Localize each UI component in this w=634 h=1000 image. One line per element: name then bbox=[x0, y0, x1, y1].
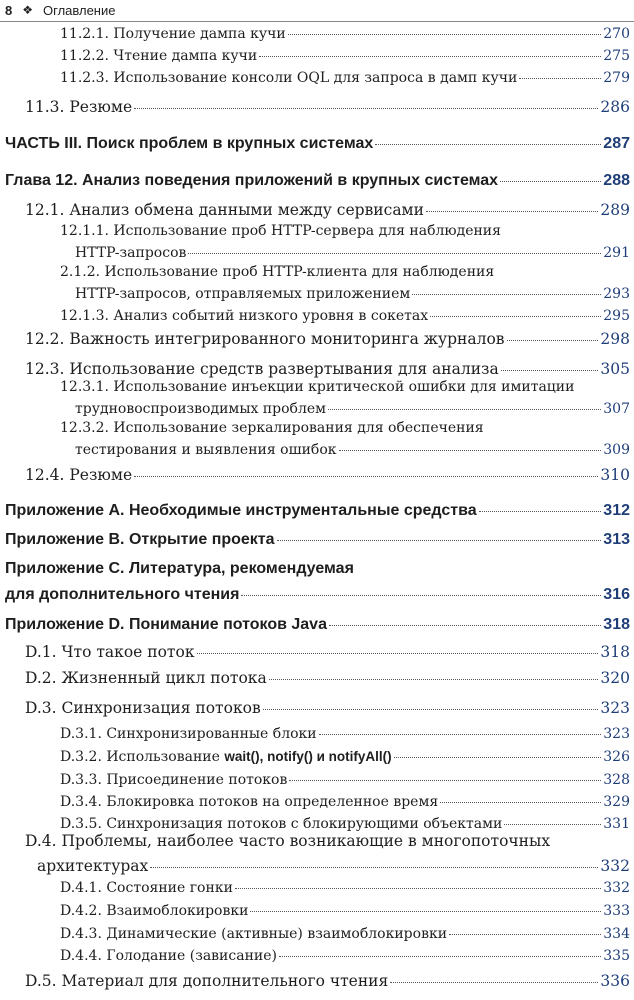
toc-entry-title-text: D.1. Что такое поток bbox=[25, 643, 195, 661]
toc-entry-title bbox=[25, 201, 424, 219]
toc-page-number: 309 bbox=[603, 442, 630, 458]
toc-entry[interactable] bbox=[5, 586, 630, 604]
dot-leader bbox=[289, 780, 601, 781]
toc-entry-title-text: D.3.2. Использование bbox=[60, 749, 225, 765]
dot-leader bbox=[259, 56, 601, 57]
header-divider bbox=[0, 21, 634, 22]
toc-entry[interactable] bbox=[60, 772, 630, 788]
toc-entry-title-text: D.3. Синхронизация потоков bbox=[25, 699, 261, 717]
page-number: 8 bbox=[5, 2, 13, 18]
toc-entry-title bbox=[60, 948, 277, 964]
dot-leader bbox=[501, 370, 599, 371]
toc-entry-title bbox=[60, 903, 248, 919]
toc-page-number: 334 bbox=[603, 926, 630, 942]
toc-entry-title bbox=[25, 972, 388, 990]
dot-leader bbox=[134, 108, 598, 109]
toc-entry-title bbox=[75, 401, 326, 417]
dot-leader bbox=[426, 211, 598, 212]
dot-leader bbox=[375, 144, 601, 145]
toc-entry[interactable] bbox=[5, 135, 630, 153]
dot-leader bbox=[150, 867, 598, 868]
toc-page-number: 287 bbox=[603, 135, 630, 152]
toc-entry-title bbox=[60, 749, 392, 765]
dot-leader bbox=[504, 824, 601, 825]
toc-entry[interactable] bbox=[75, 245, 630, 261]
toc-entry-title bbox=[75, 442, 337, 458]
toc-entry[interactable] bbox=[60, 749, 630, 765]
toc-entry[interactable] bbox=[37, 857, 630, 875]
toc-entry-title-text: D.4.2. Взаимоблокировки bbox=[60, 903, 249, 919]
toc-entry-title bbox=[25, 643, 195, 661]
toc-page-number: 288 bbox=[603, 172, 630, 189]
toc-entry[interactable] bbox=[5, 172, 630, 190]
toc-page-number: 320 bbox=[600, 669, 630, 687]
toc-page-number: 293 bbox=[603, 286, 630, 302]
dot-leader bbox=[390, 982, 598, 983]
dot-leader bbox=[250, 911, 601, 912]
toc-entry-title-line1: 12.3.1. Использование инъекции критической ошибки для имитации bbox=[60, 379, 575, 395]
toc-entry-title-text: архитектурах bbox=[37, 857, 149, 875]
toc-page-number: 332 bbox=[603, 880, 630, 896]
toc-entry-title-text: D.3.4. Блокировка потоков на определенное время bbox=[60, 794, 439, 810]
toc-entry[interactable] bbox=[60, 48, 630, 64]
toc-page-number: 331 bbox=[603, 816, 630, 832]
dot-leader bbox=[279, 956, 601, 957]
toc-entry[interactable] bbox=[60, 903, 630, 919]
dot-leader bbox=[235, 888, 601, 889]
toc-entry-title-text: 12.1.3. Анализ событий низкого уровня в сокетах bbox=[60, 308, 429, 324]
dot-leader bbox=[430, 316, 601, 317]
toc-entry-title bbox=[25, 669, 267, 687]
dot-leader bbox=[263, 709, 599, 710]
toc-entry[interactable] bbox=[60, 308, 630, 324]
toc-entry[interactable] bbox=[25, 972, 630, 990]
dot-leader bbox=[479, 511, 602, 512]
toc-entry-title-text: 11.2.2. Чтение дампа кучи bbox=[60, 48, 258, 64]
dot-leader bbox=[134, 476, 598, 477]
dot-leader bbox=[241, 595, 601, 596]
toc-entry-title bbox=[75, 286, 410, 302]
toc-entry-title-text: тестирования и выявления ошибок bbox=[75, 442, 337, 458]
toc-entry[interactable] bbox=[60, 880, 630, 896]
toc-entry[interactable] bbox=[5, 531, 630, 549]
toc-entry[interactable] bbox=[25, 98, 630, 116]
toc-page-number: 307 bbox=[603, 401, 630, 417]
toc-page-number: 270 bbox=[603, 26, 630, 42]
toc-page-number: 286 bbox=[600, 98, 630, 116]
toc-entry[interactable] bbox=[5, 502, 630, 520]
toc-entry-title-text: 12.2. Важность интегрированного мониторинга журналов bbox=[25, 330, 505, 348]
dot-leader bbox=[507, 340, 599, 341]
toc-entry-title bbox=[60, 308, 428, 324]
toc-entry-title-text: D.5. Материал для дополнительного чтения bbox=[25, 972, 389, 990]
dot-leader bbox=[288, 34, 602, 35]
toc-entry-title-text: 11.3. Резюме bbox=[25, 98, 133, 116]
toc-entry[interactable] bbox=[25, 201, 630, 219]
toc-entry-title-text: трудновоспроизводимых проблем bbox=[75, 401, 327, 417]
toc-entry-title bbox=[5, 135, 373, 153]
toc-entry-title-text: ЧАСТЬ III. Поиск проблем в крупных системах bbox=[5, 135, 374, 152]
toc-entry-title bbox=[60, 26, 286, 42]
dot-leader bbox=[449, 934, 601, 935]
dot-leader bbox=[412, 294, 601, 295]
toc-entry-code: wait(), notify() и notifyAll() bbox=[224, 749, 392, 764]
toc-entry[interactable] bbox=[25, 360, 630, 378]
toc-page-number: 318 bbox=[603, 616, 630, 633]
toc-entry[interactable] bbox=[75, 286, 630, 302]
toc-entry-title bbox=[5, 616, 327, 634]
toc-entry-title bbox=[5, 531, 275, 549]
toc-entry[interactable] bbox=[60, 26, 630, 42]
dot-leader bbox=[339, 450, 602, 451]
toc-entry-title-text: Приложение B. Открытие проекта bbox=[5, 531, 275, 548]
toc-entry-title bbox=[60, 794, 438, 810]
toc-entry-title-line1: 12.3.2. Использование зеркалирования для обеспечения bbox=[60, 420, 484, 436]
toc-entry-title bbox=[60, 726, 317, 742]
toc-entry-title bbox=[60, 70, 517, 86]
toc-entry-title-text: HTTP-запросов, отправляемых приложением bbox=[75, 286, 411, 302]
toc-entry-title bbox=[60, 816, 502, 832]
toc-page-number: 291 bbox=[603, 245, 630, 261]
toc-entry-title bbox=[60, 48, 257, 64]
toc-entry-title bbox=[60, 926, 447, 942]
toc-page-number: 336 bbox=[600, 972, 630, 990]
toc-page-number: 318 bbox=[600, 643, 630, 661]
toc-entry-title-text: 12.3. Использование средств развертывания для анализа bbox=[25, 360, 499, 378]
toc-entry-title bbox=[25, 466, 132, 484]
toc-page-number: 312 bbox=[603, 502, 630, 519]
dot-leader bbox=[269, 679, 599, 680]
toc-page-number: 279 bbox=[603, 70, 630, 86]
toc-entry-title bbox=[25, 360, 499, 378]
toc-entry-title bbox=[60, 772, 287, 788]
dot-leader bbox=[197, 653, 599, 654]
toc-entry[interactable] bbox=[60, 816, 630, 832]
toc-entry-title-text: Глава 12. Анализ поведения приложений в крупных системах bbox=[5, 172, 499, 189]
toc-entry[interactable] bbox=[60, 70, 630, 86]
toc-entry[interactable] bbox=[60, 926, 630, 942]
toc-page-number: 326 bbox=[603, 749, 630, 765]
toc-entry-title-text: 11.2.1. Получение дампа кучи bbox=[60, 26, 286, 42]
toc-entry-title-text: D.4.4. Голодание (зависание) bbox=[60, 948, 277, 964]
dot-leader bbox=[440, 802, 601, 803]
toc-page-number: 298 bbox=[600, 330, 630, 348]
dot-leader bbox=[394, 757, 602, 758]
toc-page-number: 316 bbox=[603, 586, 630, 603]
toc-page-number: 305 bbox=[600, 360, 630, 378]
toc-entry[interactable] bbox=[75, 442, 630, 458]
toc-entry-title-text: 12.1. Анализ обмена данными между сервисами bbox=[25, 201, 424, 219]
toc-entry-title-text: Приложение D. Понимание потоков Java bbox=[5, 616, 327, 633]
toc-entry-title bbox=[5, 586, 239, 604]
toc-entry[interactable] bbox=[25, 699, 630, 717]
toc-entry-title-text: D.2. Жизненный цикл потока bbox=[25, 669, 267, 687]
toc-page-number: 310 bbox=[600, 466, 630, 484]
toc-entry[interactable] bbox=[5, 616, 630, 634]
toc-entry-title bbox=[5, 502, 477, 520]
toc-entry-title bbox=[5, 172, 498, 190]
dot-leader bbox=[188, 253, 601, 254]
toc-page-number: 323 bbox=[603, 726, 630, 742]
toc-entry-title bbox=[60, 880, 233, 896]
dot-leader bbox=[519, 78, 601, 79]
toc-entry[interactable] bbox=[25, 466, 630, 484]
toc-entry-title-text: для дополнительного чтения bbox=[5, 586, 240, 603]
toc-entry-title bbox=[25, 330, 505, 348]
toc-entry-title-text: D.3.5. Синхронизация потоков с блокирующими объектами bbox=[60, 816, 503, 832]
toc-page-number: 333 bbox=[603, 903, 630, 919]
toc-entry[interactable] bbox=[75, 401, 630, 417]
toc-page-number: 313 bbox=[603, 531, 630, 548]
dot-leader bbox=[319, 734, 602, 735]
toc-entry-title-text: HTTP-запросов bbox=[75, 245, 187, 261]
toc-page-number: 295 bbox=[603, 308, 630, 324]
toc-entry[interactable] bbox=[60, 948, 630, 964]
toc-entry-title-text: D.4.1. Состояние гонки bbox=[60, 880, 233, 896]
toc-entry[interactable] bbox=[25, 643, 630, 661]
dot-leader bbox=[328, 409, 601, 410]
section-title: Оглавление bbox=[43, 2, 116, 18]
toc-page-number: 329 bbox=[603, 794, 630, 810]
toc-entry-title bbox=[25, 98, 132, 116]
toc-entry[interactable] bbox=[25, 669, 630, 687]
running-header bbox=[5, 1, 115, 19]
toc-entry-title-text: 11.2.3. Использование консоли OQL для запроса в дамп кучи bbox=[60, 70, 518, 86]
toc-page-number: 328 bbox=[603, 772, 630, 788]
toc-entry-title-text: 12.4. Резюме bbox=[25, 466, 133, 484]
toc-entry-title-line1: Приложение C. Литература, рекомендуемая bbox=[5, 560, 354, 577]
toc-entry-title bbox=[25, 699, 261, 717]
toc-entry-title-text: D.4.3. Динамические (активные) взаимоблокировки bbox=[60, 926, 448, 942]
dot-leader bbox=[329, 625, 601, 626]
toc-entry-title-line1: 2.1.2. Использование проб HTTP-клиента для наблюдения bbox=[60, 264, 495, 280]
toc-entry-title-line1: D.4. Проблемы, наиболее часто возникающие в многопоточных bbox=[25, 832, 551, 850]
toc-entry[interactable] bbox=[60, 726, 630, 742]
toc-page-number: 275 bbox=[603, 48, 630, 64]
toc-entry-title-text: Приложение A. Необходимые инструментальные средства bbox=[5, 502, 477, 519]
toc-entry-title-text: D.3.3. Присоединение потоков bbox=[60, 772, 288, 788]
dot-leader bbox=[500, 181, 601, 182]
toc-page-number: 323 bbox=[600, 699, 630, 717]
toc-page-number: 332 bbox=[600, 857, 630, 875]
toc-entry-title-text: D.3.1. Синхронизированные блоки bbox=[60, 726, 317, 742]
toc-entry-title-line1: 12.1.1. Использование проб HTTP-сервера для наблюдения bbox=[60, 223, 501, 239]
ornament-icon: ❖ bbox=[22, 3, 33, 17]
toc-page-number: 289 bbox=[600, 201, 630, 219]
toc-page-number: 335 bbox=[603, 948, 630, 964]
toc-entry-title bbox=[75, 245, 186, 261]
dot-leader bbox=[277, 540, 602, 541]
toc-entry[interactable] bbox=[25, 330, 630, 348]
toc-entry-title bbox=[37, 857, 148, 875]
toc-entry[interactable] bbox=[60, 794, 630, 810]
